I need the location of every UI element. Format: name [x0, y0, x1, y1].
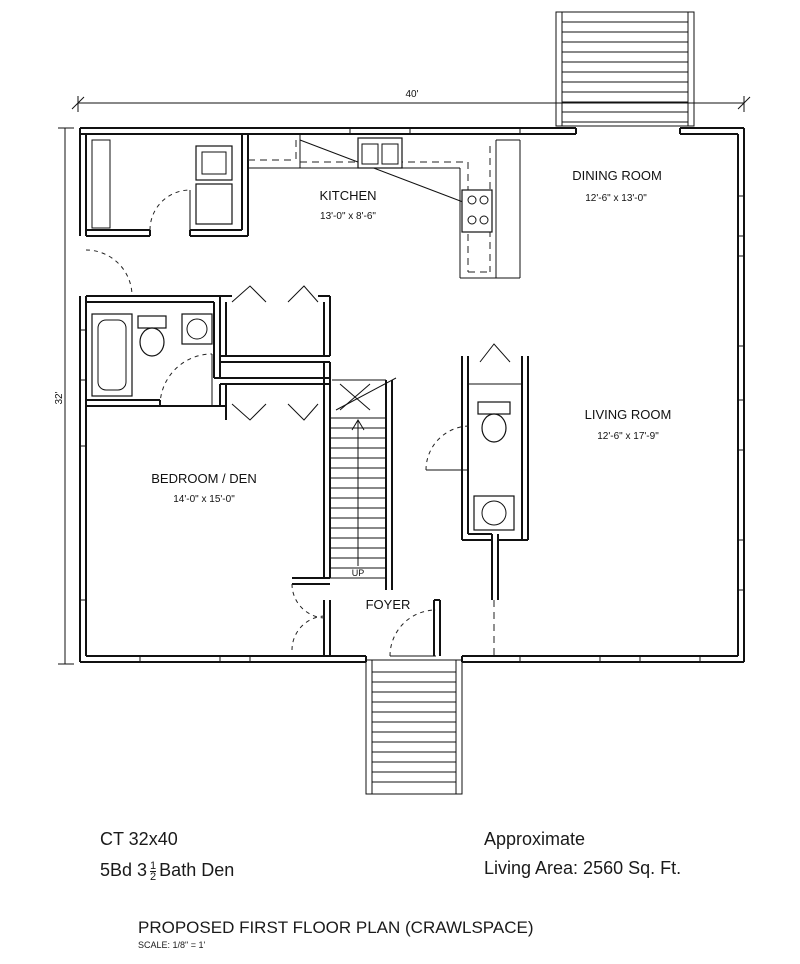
bedroom-size: 14'-0" x 15'-0"	[173, 494, 235, 505]
kitchen-counters	[248, 134, 520, 278]
living-room-label: LIVING ROOM	[584, 407, 672, 422]
living-area-label: Living Area: 2560 Sq. Ft.	[484, 858, 682, 878]
bed-bath-suffix: Bath Den	[159, 860, 235, 880]
front-entry-stairs	[366, 660, 462, 794]
exterior-walls	[80, 128, 744, 662]
closets	[220, 286, 330, 420]
living-room-size: 12'-6" x 17'-9"	[597, 431, 659, 442]
half-bath	[426, 344, 528, 600]
toilet-icon	[140, 328, 164, 356]
half-fraction: $\frac{1}{2}$	[150, 859, 157, 883]
half-bath-toilet-icon	[482, 414, 506, 442]
kitchen-size: 13'-0" x 8'-6"	[320, 211, 376, 222]
scale-label: SCALE: 1/8" = 1'	[138, 940, 206, 950]
depth-label: 32'	[54, 391, 65, 405]
kitchen-label: KITCHEN	[319, 188, 377, 203]
model-code: CT 32x40	[100, 829, 178, 849]
bedroom-label: BEDROOM / DEN	[151, 471, 257, 486]
dining-room-size: 12'-6" x 13'-0"	[585, 193, 647, 204]
laundry-area	[86, 134, 248, 296]
stair-up-label: UP	[351, 568, 365, 578]
main-staircase	[330, 378, 396, 590]
range-icon	[462, 190, 492, 232]
washer-icon	[196, 146, 232, 180]
dryer-icon	[196, 184, 232, 224]
width-label: 40'	[405, 89, 419, 100]
bed-bath-prefix: 5Bd 3	[100, 860, 148, 880]
bedroom-walls	[160, 362, 330, 656]
approximate-label: Approximate	[484, 829, 586, 849]
depth-dimension	[54, 128, 74, 664]
plan-title: PROPOSED FIRST FLOOR PLAN (CRAWLSPACE)	[138, 918, 534, 937]
rear-deck-stairs	[556, 12, 694, 126]
bed-bath-summary	[100, 860, 234, 882]
toilet-tank-icon	[138, 316, 166, 328]
dining-room-label: DINING ROOM	[572, 168, 662, 183]
half-bath-toilet-tank-icon	[478, 402, 510, 414]
foyer-label: FOYER	[365, 597, 411, 612]
main-bath	[86, 296, 220, 406]
